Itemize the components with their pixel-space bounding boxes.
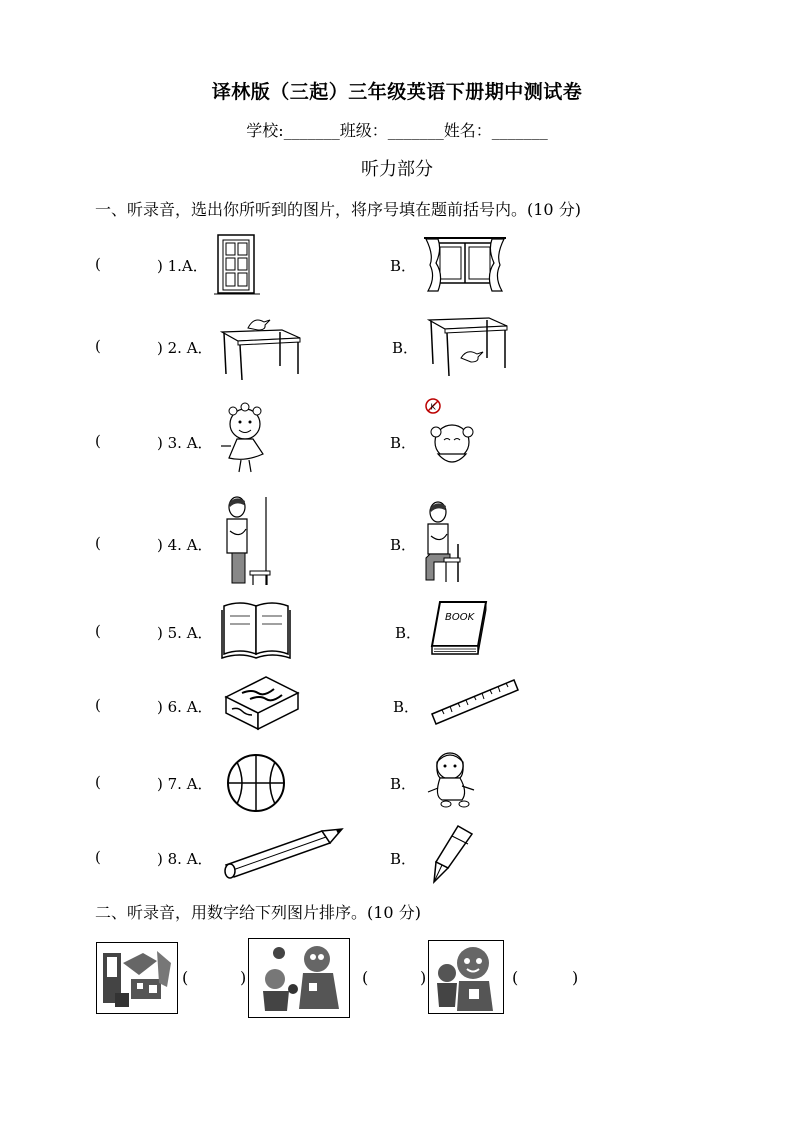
- door-icon: [212, 233, 262, 297]
- bird-under-table-icon: [425, 312, 511, 386]
- answer-paren: (: [95, 848, 101, 866]
- option-b-label: B．: [390, 850, 417, 868]
- part1-header: 一、听录音，选出你所听到的图片，将序号填在题前括号内。(10 分): [95, 200, 581, 219]
- student-info-line: 学校:_______班级：_______姓名：_______: [246, 121, 548, 140]
- eraser-icon: [222, 671, 302, 733]
- order-paren-open: (: [182, 968, 189, 987]
- ruler-icon: [428, 676, 522, 734]
- answer-paren: (: [95, 337, 101, 355]
- pencil-icon: [218, 825, 344, 881]
- order-paren-close: ): [420, 968, 427, 987]
- answer-paren: (: [95, 432, 101, 450]
- pen-icon: [428, 822, 476, 886]
- option-b-label: B．: [390, 775, 417, 793]
- order-paren-open: (: [362, 968, 369, 987]
- option-b-label: B．: [393, 698, 420, 716]
- ball-icon: [225, 752, 287, 814]
- no-sign-text: K: [430, 402, 436, 412]
- order-paren-close: ): [572, 968, 579, 987]
- order-paren-open: (: [512, 968, 519, 987]
- question-label: ) 1.A．: [157, 257, 208, 275]
- page-title: 译林版（三起）三年级英语下册期中测试卷: [211, 81, 583, 103]
- question-label: ) 2. A．: [157, 339, 213, 357]
- question-label: ) 3. A．: [157, 434, 213, 452]
- order-paren-close: ): [240, 968, 247, 987]
- answer-paren: (: [95, 622, 101, 640]
- option-b-label: B．: [395, 624, 422, 642]
- girl-in-dress-icon: [215, 402, 281, 474]
- man-standing-icon: [220, 495, 276, 587]
- bird-on-table-icon: [218, 308, 304, 382]
- option-b-label: B．: [390, 536, 417, 554]
- window-icon: [422, 235, 508, 295]
- question-label: ) 5. A．: [157, 624, 213, 642]
- question-label: ) 6. A．: [157, 698, 213, 716]
- question-label: ) 8. A．: [157, 850, 213, 868]
- answer-paren: (: [95, 773, 101, 791]
- option-b-label: B．: [392, 339, 419, 357]
- answer-paren: (: [95, 534, 101, 552]
- answer-paren: (: [95, 696, 101, 714]
- classroom-picture: [96, 942, 178, 1014]
- section-title: 听力部分: [361, 159, 433, 180]
- girl-eating-icon: [422, 396, 482, 476]
- option-b-label: B．: [390, 434, 417, 452]
- family-picture: [248, 938, 350, 1018]
- doll-icon: [424, 748, 480, 810]
- children-picture: [428, 940, 504, 1014]
- question-label: ) 4. A．: [157, 536, 213, 554]
- open-book-icon: [220, 598, 292, 662]
- man-sitting-icon: [420, 500, 470, 584]
- book-cover-text: BOOK: [445, 612, 475, 623]
- answer-paren: (: [95, 255, 101, 273]
- closed-book-icon: [428, 598, 490, 660]
- question-label: ) 7. A．: [157, 775, 213, 793]
- option-b-label: B．: [390, 257, 417, 275]
- part2-header: 二、听录音，用数字给下列图片排序。(10 分): [95, 903, 421, 922]
